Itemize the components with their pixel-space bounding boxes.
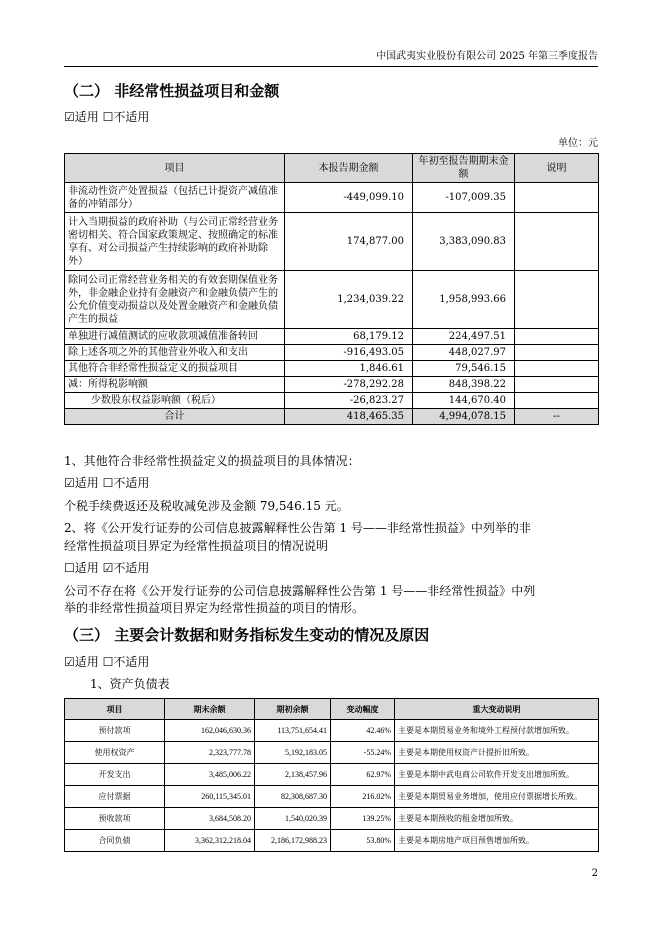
cell-change: 62.97% [331, 764, 395, 786]
cell-desc: 主要是本期使用权资产计提折旧所致。 [395, 742, 599, 764]
cell-ytd: 144,670.40 [413, 393, 515, 409]
cell-note [515, 213, 599, 271]
cell-desc: 主要是本期房地产项目预售增加所致。 [395, 830, 599, 852]
cell-end: 3,485,006.22 [165, 764, 255, 786]
cell-current: 68,179.12 [285, 329, 413, 345]
cell-ytd: -107,009.35 [413, 183, 515, 213]
table-row [65, 213, 599, 271]
cell-ytd: 79,546.15 [413, 361, 515, 377]
cell-ytd: 3,383,090.83 [413, 213, 515, 271]
cell-end: 3,362,312,218.04 [165, 830, 255, 852]
cell-item: 合计 [65, 409, 285, 425]
cell-item: 开发支出 [65, 764, 165, 786]
cell-current: -26,823.27 [285, 393, 413, 409]
note2-applicable: ☐适用 ☑不适用 [64, 561, 150, 575]
cell-item: 计入当期损益的政府补助（与公司正常经营业务密切相关、符合国家政策规定、按照确定的标准享有、对公司损益产生持续影响的政府补助除外） [65, 213, 285, 271]
cell-desc: 主要是本期预收的租金增加所致。 [395, 808, 599, 830]
table-row [65, 764, 599, 786]
note1-text: 个税手续费返还及税收减免涉及金额 79,546.15 元。 [64, 499, 349, 513]
cell-current: 1,846.61 [285, 361, 413, 377]
note2-title-line2: 经常性损益项目界定为经常性损益项目的情况说明 [64, 539, 329, 553]
note1-title: 1、其他符合非经常性损益定义的损益项目的具体情况： [64, 454, 360, 468]
table-row [65, 183, 599, 213]
cell-note [515, 329, 599, 345]
col-header: 期末余额 [165, 699, 255, 720]
table-row [65, 377, 599, 393]
note2-text-line1: 公司不存在将《公开发行证券的公司信息披露解释性公告第 1 号——非经常性损益》中列 [64, 584, 536, 598]
col-header: 项目 [65, 699, 165, 720]
cell-note: -- [515, 409, 599, 425]
cell-current: 418,465.35 [285, 409, 413, 425]
cell-item: 除同公司正常经营业务相关的有效套期保值业务外，非金融企业持有金融资产和金融负债产生的公允价值变动损益以及处置金融资产和金融负债产生的损益 [65, 271, 285, 329]
table-row [65, 808, 599, 830]
sec3-applicable: ☑适用 ☐不适用 [64, 655, 150, 669]
note2-title-line1: 2、将《公开发行证券的公司信息披露解释性公告第 1 号——非经常性损益》中列举的非 [64, 521, 531, 535]
cell-item: 预收款项 [65, 808, 165, 830]
cell-change: 42.46% [331, 720, 395, 742]
cell-note [515, 271, 599, 329]
cell-note [515, 345, 599, 361]
cell-item: 减：所得税影响额 [65, 377, 285, 393]
cell-item: 应付票据 [65, 786, 165, 808]
page-number: 2 [591, 868, 598, 879]
col-header: 年初至报告期期末金额 [413, 154, 515, 183]
cell-begin: 2,138,457.96 [255, 764, 331, 786]
col-header: 说明 [515, 154, 599, 183]
cell-note [515, 393, 599, 409]
cell-change: 53.80% [331, 830, 395, 852]
col-header: 期初余额 [255, 699, 331, 720]
note2-text-line2: 举的非经常性损益项目界定为经常性损益的项目的情形。 [64, 601, 365, 615]
cell-item: 非流动性资产处置损益（包括已计提资产减值准备的冲销部分） [65, 183, 285, 213]
cell-ytd: 1,958,993.66 [413, 271, 515, 329]
cell-current: 174,877.00 [285, 213, 413, 271]
col-header: 项目 [65, 154, 285, 183]
cell-desc: 主要是本期中武电商公司软件开发支出增加所致。 [395, 764, 599, 786]
cell-ytd: 448,027.97 [413, 345, 515, 361]
cell-current: -916,493.05 [285, 345, 413, 361]
section-title-nonrecurring: （二） 非经常性损益项目和金额 [64, 82, 280, 100]
cell-item: 少数股东权益影响额（税后） [65, 393, 285, 409]
table-row [65, 742, 599, 764]
balance-sheet-subtitle: 1、资产负债表 [90, 677, 170, 691]
cell-desc: 主要是本期贸易业务和境外工程预付款增加所致。 [395, 720, 599, 742]
cell-item: 除上述各项之外的其他营业外收入和支出 [65, 345, 285, 361]
balance-sheet-table [64, 698, 599, 852]
page-header: 中国武夷实业股份有限公司 2025 年第三季度报告 [64, 47, 598, 67]
cell-item: 单独进行减值测试的应收款项减值准备转回 [65, 329, 285, 345]
col-header: 重大变动说明 [395, 699, 599, 720]
cell-end: 260,115,345.01 [165, 786, 255, 808]
cell-change: 139.25% [331, 808, 395, 830]
total-row [65, 409, 599, 425]
cell-note [515, 361, 599, 377]
table-row [65, 329, 599, 345]
cell-begin: 5,192,183.05 [255, 742, 331, 764]
cell-ytd: 4,994,078.15 [413, 409, 515, 425]
cell-begin: 2,186,172,988.23 [255, 830, 331, 852]
cell-begin: 82,308,687.30 [255, 786, 331, 808]
cell-current: 1,234,039.22 [285, 271, 413, 329]
cell-current: -449,099.10 [285, 183, 413, 213]
cell-current: -278,292.28 [285, 377, 413, 393]
col-header: 变动幅度 [331, 699, 395, 720]
table-row [65, 361, 599, 377]
nonrecurring-table [64, 153, 599, 425]
table-row [65, 345, 599, 361]
cell-desc: 主要是本期贸易业务增加，使用应付票据增长所致。 [395, 786, 599, 808]
note1-applicable: ☑适用 ☐不适用 [64, 476, 150, 490]
cell-ytd: 224,497.51 [413, 329, 515, 345]
cell-item: 合同负债 [65, 830, 165, 852]
cell-ytd: 848,398.22 [413, 377, 515, 393]
section-title-changes: （三） 主要会计数据和财务指标发生变动的情况及原因 [64, 626, 430, 644]
table-row [65, 720, 599, 742]
cell-begin: 113,751,654.41 [255, 720, 331, 742]
cell-end: 2,323,777.78 [165, 742, 255, 764]
table-row [65, 830, 599, 852]
cell-item: 使用权资产 [65, 742, 165, 764]
table-row [65, 786, 599, 808]
cell-change: 216.02% [331, 786, 395, 808]
unit-label: 单位：元 [558, 138, 598, 149]
cell-begin: 1,540,020.39 [255, 808, 331, 830]
table-row [65, 393, 599, 409]
cell-item: 预付款项 [65, 720, 165, 742]
cell-note [515, 377, 599, 393]
applicable-status: ☑适用 ☐不适用 [64, 110, 150, 124]
cell-change: -55.24% [331, 742, 395, 764]
cell-item: 其他符合非经常性损益定义的损益项目 [65, 361, 285, 377]
cell-note [515, 183, 599, 213]
cell-end: 162,046,630.36 [165, 720, 255, 742]
col-header: 本报告期金额 [285, 154, 413, 183]
cell-end: 3,684,508.20 [165, 808, 255, 830]
table-row [65, 271, 599, 329]
